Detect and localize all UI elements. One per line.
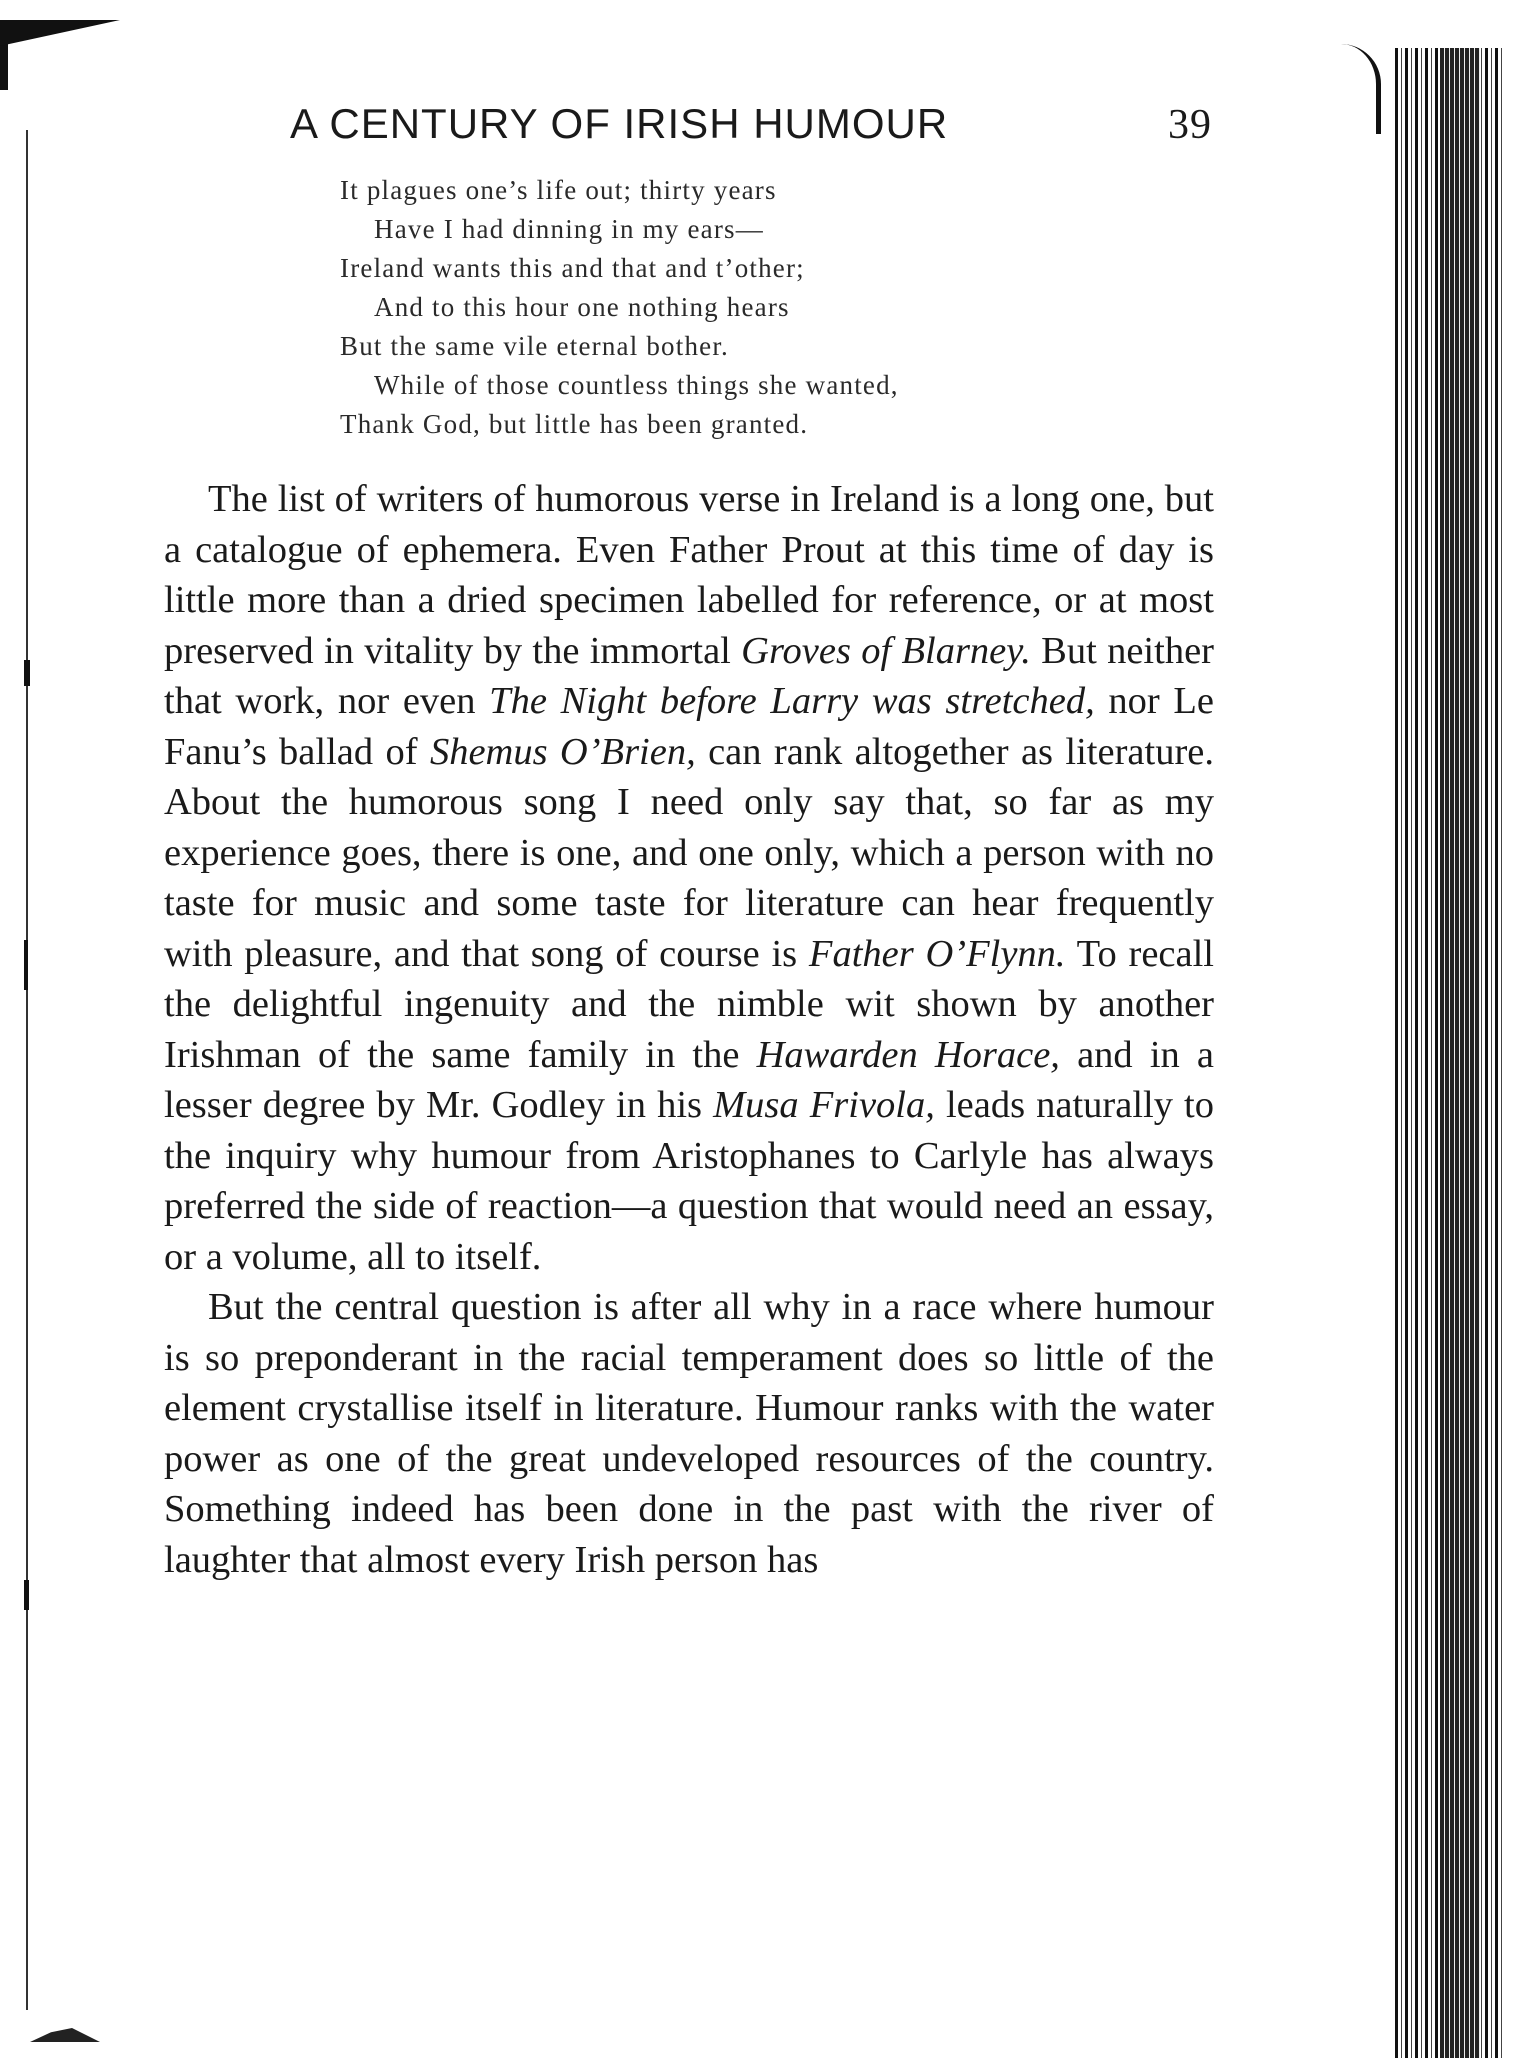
verse-quotation [340,171,1214,444]
text-run: But neither that work, nor even [164,629,1214,722]
paragraph [164,1282,1214,1585]
italic-title: Hawarden Horace, [756,1033,1060,1076]
verse-line: It plagues one’s life out; thirty years [340,175,777,205]
italic-title: Father O’Flynn. [808,932,1066,975]
scan-binding-edge-dark [1440,48,1480,2058]
text-run: leads naturally to the inquiry why humour from Aristophanes to Carlyle has always preferred the side of reaction—a question that would need an essay, or a volume, all to itself. [164,1084,1214,1278]
scan-left-blot [24,660,30,686]
verse-line: Have I had dinning in my ears— [374,214,764,244]
text-run: nor Le Fanu’s ballad of [164,680,1215,773]
italic-title: Musa Frivola, [713,1084,935,1126]
text-run: To recall the delightful ingenuity and the nimble wit shown by another Irishman of the same family in the [164,932,1214,1076]
verse-line: Thank God, but little has been granted. [340,409,809,439]
running-head [164,100,1214,149]
verse-line: And to this hour one nothing hears [374,292,790,322]
body-text [164,474,1214,1585]
running-title: A CENTURY OF IRISH HUMOUR [290,100,949,147]
scan-bottom-mark [30,2028,100,2042]
italic-title: Shemus O’Brien, [429,730,696,773]
book-page [164,100,1214,1585]
italic-title: Groves of Blarney. [741,629,1031,672]
scan-left-blot [24,1580,29,1610]
page-number: 39 [1168,102,1212,148]
verse-line: But the same vile eternal bother. [340,331,729,361]
scan-corner-flag [0,20,120,46]
verse-line: Ireland wants this and that and t’other; [340,253,805,283]
italic-title: The Night before Larry was stretched, [489,680,1095,722]
text-run: But the central question is after all why in a race where humour is so preponderant in the racial temperament does so little of the element crystallise itself in literature. Humour ranks with the water power as one of the great undeveloped resources of the country. Something indeed has been done in the past with the river of laughter that almost every Irish person has [164,1286,1214,1581]
text-run: can rank altogether as literature. About the humorous song I need only say that, so far as my experience goes, there is one, and one only, which a person with no taste for music and some taste for literature can hear frequently with pleasure, and that song of course is [164,730,1214,975]
scan-right-hook [1336,44,1381,134]
text-run: and in a lesser degree by Mr. Godley in his [164,1033,1214,1126]
paragraph [164,474,1214,1282]
text-run: The list of writers of humorous verse in Ireland is a long one, but a catalogue of ephemera. Even Father Prout at this time of day is little more than a dried specimen labelled for reference, or at most preserved in vitality by the immortal [164,478,1214,672]
scan-left-edge [26,130,38,2010]
verse-line: While of those countless things she wanted, [374,370,899,400]
scan-left-blot [24,940,28,990]
